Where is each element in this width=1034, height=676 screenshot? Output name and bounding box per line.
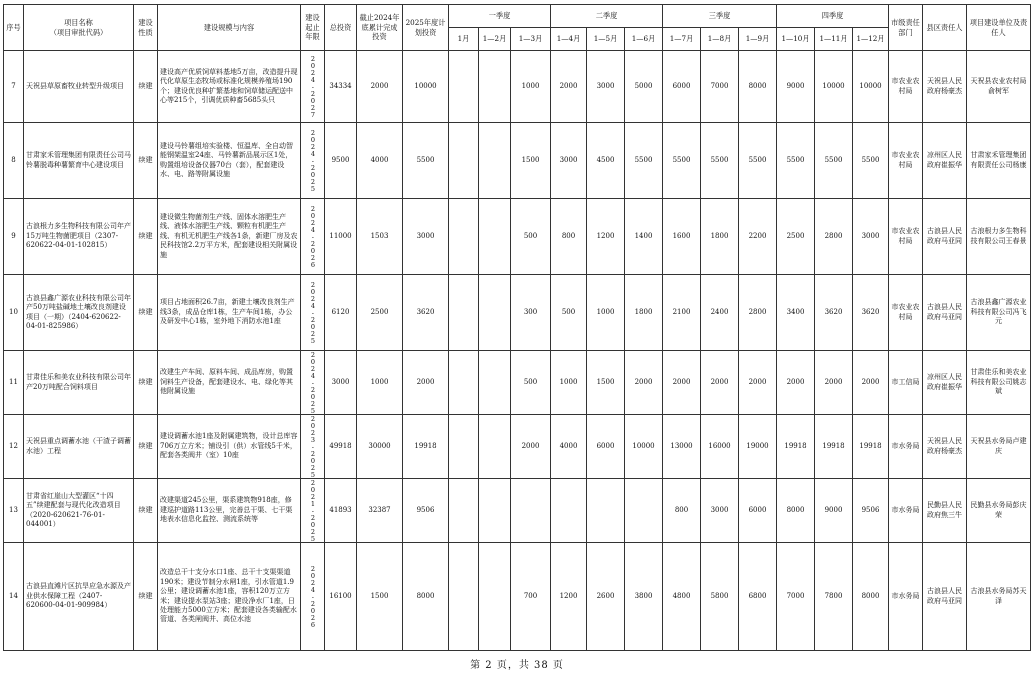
cell-seq: 13 — [4, 479, 24, 543]
cell-period: 2024-2025 — [301, 275, 325, 351]
cell-month-value: 6800 — [739, 543, 777, 651]
cell-done-2024: 1503 — [357, 199, 403, 275]
cell-month-value: 500 — [511, 351, 551, 415]
cell-month-value: 4500 — [587, 123, 625, 199]
cell-month-value: 1800 — [625, 275, 663, 351]
cell-done-2024: 30000 — [357, 415, 403, 479]
cell-month-value: 800 — [663, 479, 701, 543]
cell-month-value: 1000 — [551, 351, 587, 415]
table-row — [4, 543, 1031, 651]
cell-month-value: 300 — [511, 275, 551, 351]
cell-month-value — [449, 415, 479, 479]
cell-nature: 续建 — [134, 199, 158, 275]
header-month: 1—3月 — [511, 28, 551, 51]
cell-project-name: 甘肃家禾管理集团有限责任公司马铃薯脱毒种薯繁育中心建设项目 — [24, 123, 134, 199]
cell-scope: 项目占地面积26.7亩，新建土壤改良剂生产线3条，成品仓库1栋，生产车间1栋，办公及研发中心1栋，室外地下消防水池1座 — [158, 275, 301, 351]
header-month: 1—10月 — [777, 28, 815, 51]
cell-plan-2025: 9506 — [403, 479, 449, 543]
cell-month-value: 19918 — [853, 415, 889, 479]
cell-month-value: 2000 — [625, 351, 663, 415]
cell-month-value: 500 — [511, 199, 551, 275]
header-q2: 二季度 — [551, 5, 663, 28]
cell-project-name: 甘肃省红崖山大型灌区“十四五”续建配套与现代化改造项目（2020-620621-76-01-044001） — [24, 479, 134, 543]
cell-month-value: 2000 — [777, 351, 815, 415]
cell-period: 2024-2026 — [301, 543, 325, 651]
header-month: 1—11月 — [815, 28, 853, 51]
cell-month-value: 7000 — [701, 51, 739, 123]
cell-month-value: 2800 — [739, 275, 777, 351]
cell-plan-2025: 2000 — [403, 351, 449, 415]
cell-unit: 民勤县水务局彭庆荣 — [967, 479, 1031, 543]
cell-month-value: 1200 — [587, 199, 625, 275]
cell-county: 古浪县人民政府马亚同 — [923, 543, 967, 651]
table-row — [4, 275, 1031, 351]
cell-month-value: 3400 — [777, 275, 815, 351]
cell-county: 天祝县人民政府杨豪杰 — [923, 415, 967, 479]
header-dept: 市级责任部门 — [889, 5, 923, 51]
cell-month-value — [449, 351, 479, 415]
cell-month-value: 19000 — [739, 415, 777, 479]
cell-month-value — [449, 275, 479, 351]
cell-month-value — [479, 275, 511, 351]
cell-done-2024: 1000 — [357, 351, 403, 415]
cell-nature: 续建 — [134, 51, 158, 123]
header-period: 建设起止年限 — [301, 5, 325, 51]
cell-done-2024: 32387 — [357, 479, 403, 543]
cell-month-value — [449, 199, 479, 275]
cell-month-value: 5500 — [853, 123, 889, 199]
cell-seq: 8 — [4, 123, 24, 199]
cell-project-name: 古浪县鑫广源农业科技有限公司年产50万吨盐碱地土壤改良剂建设项目（一期）（2404-620622-04-01-825986） — [24, 275, 134, 351]
cell-nature: 续建 — [134, 479, 158, 543]
cell-month-value: 5000 — [625, 51, 663, 123]
cell-month-value: 2000 — [551, 51, 587, 123]
cell-month-value: 6000 — [739, 479, 777, 543]
cell-done-2024: 1500 — [357, 543, 403, 651]
cell-month-value — [449, 543, 479, 651]
cell-month-value: 10000 — [815, 51, 853, 123]
header-q1: 一季度 — [449, 5, 551, 28]
cell-month-value: 1800 — [701, 199, 739, 275]
cell-total: 3000 — [325, 351, 357, 415]
cell-month-value: 3000 — [587, 51, 625, 123]
table-row — [4, 479, 1031, 543]
cell-month-value — [479, 199, 511, 275]
cell-plan-2025: 3000 — [403, 199, 449, 275]
header-q4: 四季度 — [777, 5, 889, 28]
cell-county: 古浪县人民政府马亚同 — [923, 199, 967, 275]
cell-month-value: 13000 — [663, 415, 701, 479]
cell-plan-2025: 19918 — [403, 415, 449, 479]
cell-done-2024: 4000 — [357, 123, 403, 199]
table-row — [4, 351, 1031, 415]
cell-scope: 改建渠道245公里，渠系建筑物918座，修建巡护道路113公里，完善总干渠、七干渠地表水信息化监控、测流系统等 — [158, 479, 301, 543]
cell-done-2024: 2500 — [357, 275, 403, 351]
header-month: 1—9月 — [739, 28, 777, 51]
cell-month-value: 5500 — [625, 123, 663, 199]
cell-month-value — [449, 51, 479, 123]
cell-nature: 续建 — [134, 275, 158, 351]
header-month: 1—5月 — [587, 28, 625, 51]
cell-dept: 市工信局 — [889, 351, 923, 415]
cell-month-value — [479, 415, 511, 479]
cell-month-value — [479, 351, 511, 415]
cell-month-value: 2800 — [815, 199, 853, 275]
cell-nature: 续建 — [134, 351, 158, 415]
cell-month-value: 1600 — [663, 199, 701, 275]
cell-month-value: 8000 — [777, 479, 815, 543]
cell-month-value: 8000 — [739, 51, 777, 123]
page-footer: 第 2 页，共 38 页 — [470, 660, 564, 671]
cell-month-value: 6000 — [587, 415, 625, 479]
cell-unit: 甘肃佳乐和美农业科技有限公司姚志斌 — [967, 351, 1031, 415]
header-month: 1—2月 — [479, 28, 511, 51]
cell-county: 凉州区人民政府崔振华 — [923, 123, 967, 199]
cell-month-value: 4800 — [663, 543, 701, 651]
cell-month-value: 1000 — [511, 51, 551, 123]
header-seq: 序号 — [4, 5, 24, 51]
cell-month-value: 5500 — [739, 123, 777, 199]
cell-scope: 建设微生物菌剂生产线、固体水溶肥生产线、液体水溶肥生产线、颗粒有机肥生产线、有机无机肥生产线各1条，新建厂房及农民科技馆2.2万平方米，配套建设相关附属设施 — [158, 199, 301, 275]
cell-seq: 11 — [4, 351, 24, 415]
cell-month-value: 2400 — [701, 275, 739, 351]
cell-plan-2025: 10000 — [403, 51, 449, 123]
cell-unit: 古浪县鑫广源农业科技有限公司冯飞元 — [967, 275, 1031, 351]
cell-month-value: 10000 — [625, 415, 663, 479]
cell-project-name: 古浪县直滩片区抗旱应急水源及产业供水保障工程（2407-620600-04-01-909984） — [24, 543, 134, 651]
cell-month-value: 3000 — [701, 479, 739, 543]
cell-nature: 续建 — [134, 415, 158, 479]
cell-county: 天祝县人民政府杨豪杰 — [923, 51, 967, 123]
header-county: 县区责任人 — [923, 5, 967, 51]
cell-dept: 市农业农村局 — [889, 51, 923, 123]
cell-month-value: 16000 — [701, 415, 739, 479]
cell-month-value — [587, 479, 625, 543]
header-project-name: 项目名称 （项目审批代码） — [24, 5, 134, 51]
header-plan-2025: 2025年度计划投资 — [403, 5, 449, 51]
cell-month-value: 2600 — [587, 543, 625, 651]
cell-seq: 10 — [4, 275, 24, 351]
header-month: 1—4月 — [551, 28, 587, 51]
cell-month-value: 2100 — [663, 275, 701, 351]
cell-month-value: 700 — [511, 543, 551, 651]
cell-seq: 12 — [4, 415, 24, 479]
table-row — [4, 123, 1031, 199]
cell-month-value: 3800 — [625, 543, 663, 651]
cell-nature: 续建 — [134, 543, 158, 651]
cell-seq: 14 — [4, 543, 24, 651]
cell-month-value — [479, 479, 511, 543]
cell-county: 古浪县人民政府马亚同 — [923, 275, 967, 351]
cell-month-value: 9000 — [815, 479, 853, 543]
cell-month-value: 10000 — [853, 51, 889, 123]
header-month: 1—6月 — [625, 28, 663, 51]
cell-month-value: 2000 — [815, 351, 853, 415]
cell-month-value: 7800 — [815, 543, 853, 651]
cell-period: 2024-2027 — [301, 51, 325, 123]
cell-month-value: 5500 — [701, 123, 739, 199]
header-total: 总投资 — [325, 5, 357, 51]
cell-total: 6120 — [325, 275, 357, 351]
cell-month-value — [625, 479, 663, 543]
cell-month-value: 2200 — [739, 199, 777, 275]
cell-month-value: 7000 — [777, 543, 815, 651]
cell-unit: 古浪根力多生物科技有限公司王春景 — [967, 199, 1031, 275]
table-row — [4, 51, 1031, 123]
cell-project-name: 天祝县草原畜牧业转型升级项目 — [24, 51, 134, 123]
cell-plan-2025: 8000 — [403, 543, 449, 651]
cell-month-value — [479, 51, 511, 123]
cell-total: 11000 — [325, 199, 357, 275]
cell-month-value: 3000 — [551, 123, 587, 199]
table-row — [4, 415, 1031, 479]
cell-project-name: 甘肃佳乐和美农业科技有限公司年产20万吨配合饲料项目 — [24, 351, 134, 415]
cell-month-value — [449, 479, 479, 543]
cell-month-value: 2000 — [511, 415, 551, 479]
cell-month-value: 5500 — [663, 123, 701, 199]
cell-plan-2025: 3620 — [403, 275, 449, 351]
cell-month-value: 19918 — [777, 415, 815, 479]
cell-total: 41893 — [325, 479, 357, 543]
header-month: 1—8月 — [701, 28, 739, 51]
cell-project-name: 古浪根力多生物科技有限公司年产15万吨生物菌肥项目（2307-620622-04-01-102815） — [24, 199, 134, 275]
cell-total: 34334 — [325, 51, 357, 123]
cell-period: 2021-2025 — [301, 479, 325, 543]
header-row-1 — [4, 5, 1031, 28]
cell-month-value: 2000 — [853, 351, 889, 415]
cell-month-value — [449, 123, 479, 199]
cell-month-value: 3620 — [815, 275, 853, 351]
header-nature: 建设性质 — [134, 5, 158, 51]
cell-month-value: 1200 — [551, 543, 587, 651]
cell-month-value — [479, 543, 511, 651]
cell-dept: 市水务局 — [889, 543, 923, 651]
cell-month-value — [551, 479, 587, 543]
header-month: 1—7月 — [663, 28, 701, 51]
cell-month-value: 1500 — [511, 123, 551, 199]
cell-month-value: 3000 — [853, 199, 889, 275]
cell-month-value: 5500 — [777, 123, 815, 199]
cell-unit: 天祝县水务局卢建庆 — [967, 415, 1031, 479]
cell-month-value: 5800 — [701, 543, 739, 651]
cell-seq: 7 — [4, 51, 24, 123]
table-row — [4, 199, 1031, 275]
cell-scope: 建设高产优质饲草料基地5万亩，改造提升现代化草原生态牧场或标准化规模养殖场190个；建设优良种扩繁基地和饲草储运配送中心等215个，引调优质种畜5685头只 — [158, 51, 301, 123]
table-body — [4, 51, 1031, 651]
cell-month-value: 9506 — [853, 479, 889, 543]
header-month: 1月 — [449, 28, 479, 51]
cell-unit: 天祝县农业农村局俞树军 — [967, 51, 1031, 123]
header-done-2024: 截止2024年底累计完成投资 — [357, 5, 403, 51]
cell-county: 民勤县人民政府焦三牛 — [923, 479, 967, 543]
cell-dept: 市农业农村局 — [889, 199, 923, 275]
cell-month-value: 1400 — [625, 199, 663, 275]
cell-month-value — [479, 123, 511, 199]
cell-period: 2024-2025 — [301, 123, 325, 199]
header-unit: 项目建设单位及责任人 — [967, 5, 1031, 51]
cell-month-value: 5500 — [815, 123, 853, 199]
cell-scope: 建设马铃薯组培实验楼、恒温库、全自动智能钢架温室24座、马铃薯新品展示区1处，购置组培设备仪器70台（套），配套建设水、电、路等附属设施 — [158, 123, 301, 199]
cell-county: 凉州区人民政府崔振华 — [923, 351, 967, 415]
header-month: 1—12月 — [853, 28, 889, 51]
cell-total: 9500 — [325, 123, 357, 199]
cell-scope: 建设调蓄水池1座及附属建筑物，设计总库容706万立方米；铺设引（供）水管线5千米，配套各类阀井（室）10座 — [158, 415, 301, 479]
cell-total: 49918 — [325, 415, 357, 479]
cell-month-value: 800 — [551, 199, 587, 275]
cell-month-value: 2500 — [777, 199, 815, 275]
cell-month-value: 4000 — [551, 415, 587, 479]
cell-scope: 改建生产车间、原料车间、成品库房，购置饲料生产设备，配套建设水、电、绿化等其他附属设施 — [158, 351, 301, 415]
cell-scope: 改造总干十支分水口1座、总干十支渠渠道190米；建设节制分水闸1座，引水管道1.9公里；建设调蓄水池1座，容积120万立方米；建设提水泵站3座；建设净水厂1座，日处理能力5000立方米；配套建设各类输配水管道、各类闸阀井、高位水池 — [158, 543, 301, 651]
cell-month-value: 19918 — [815, 415, 853, 479]
cell-month-value: 500 — [551, 275, 587, 351]
cell-plan-2025: 5500 — [403, 123, 449, 199]
cell-project-name: 天祝县重点调蓄水池（干渣子调蓄水池）工程 — [24, 415, 134, 479]
cell-month-value: 6000 — [663, 51, 701, 123]
cell-done-2024: 2000 — [357, 51, 403, 123]
header-q3: 三季度 — [663, 5, 777, 28]
cell-period: 2024-2025 — [301, 351, 325, 415]
cell-dept: 市农业农村局 — [889, 123, 923, 199]
cell-dept: 市农业农村局 — [889, 275, 923, 351]
cell-month-value: 3620 — [853, 275, 889, 351]
cell-month-value: 2000 — [701, 351, 739, 415]
cell-nature: 续建 — [134, 123, 158, 199]
cell-seq: 9 — [4, 199, 24, 275]
cell-month-value: 2000 — [663, 351, 701, 415]
cell-month-value: 1500 — [587, 351, 625, 415]
header-scope: 建设规模与内容 — [158, 5, 301, 51]
cell-unit: 甘肃家禾管理集团有限责任公司杨康 — [967, 123, 1031, 199]
cell-unit: 古浪县水务局苏天泽 — [967, 543, 1031, 651]
cell-month-value: 8000 — [853, 543, 889, 651]
cell-period: 2024-2026 — [301, 199, 325, 275]
cell-period: 2023-2025 — [301, 415, 325, 479]
cell-total: 16100 — [325, 543, 357, 651]
cell-dept: 市水务局 — [889, 479, 923, 543]
investment-plan-table — [3, 4, 1031, 651]
cell-month-value: 1000 — [587, 275, 625, 351]
cell-month-value: 9000 — [777, 51, 815, 123]
cell-dept: 市水务局 — [889, 415, 923, 479]
cell-month-value: 2000 — [739, 351, 777, 415]
cell-month-value — [511, 479, 551, 543]
